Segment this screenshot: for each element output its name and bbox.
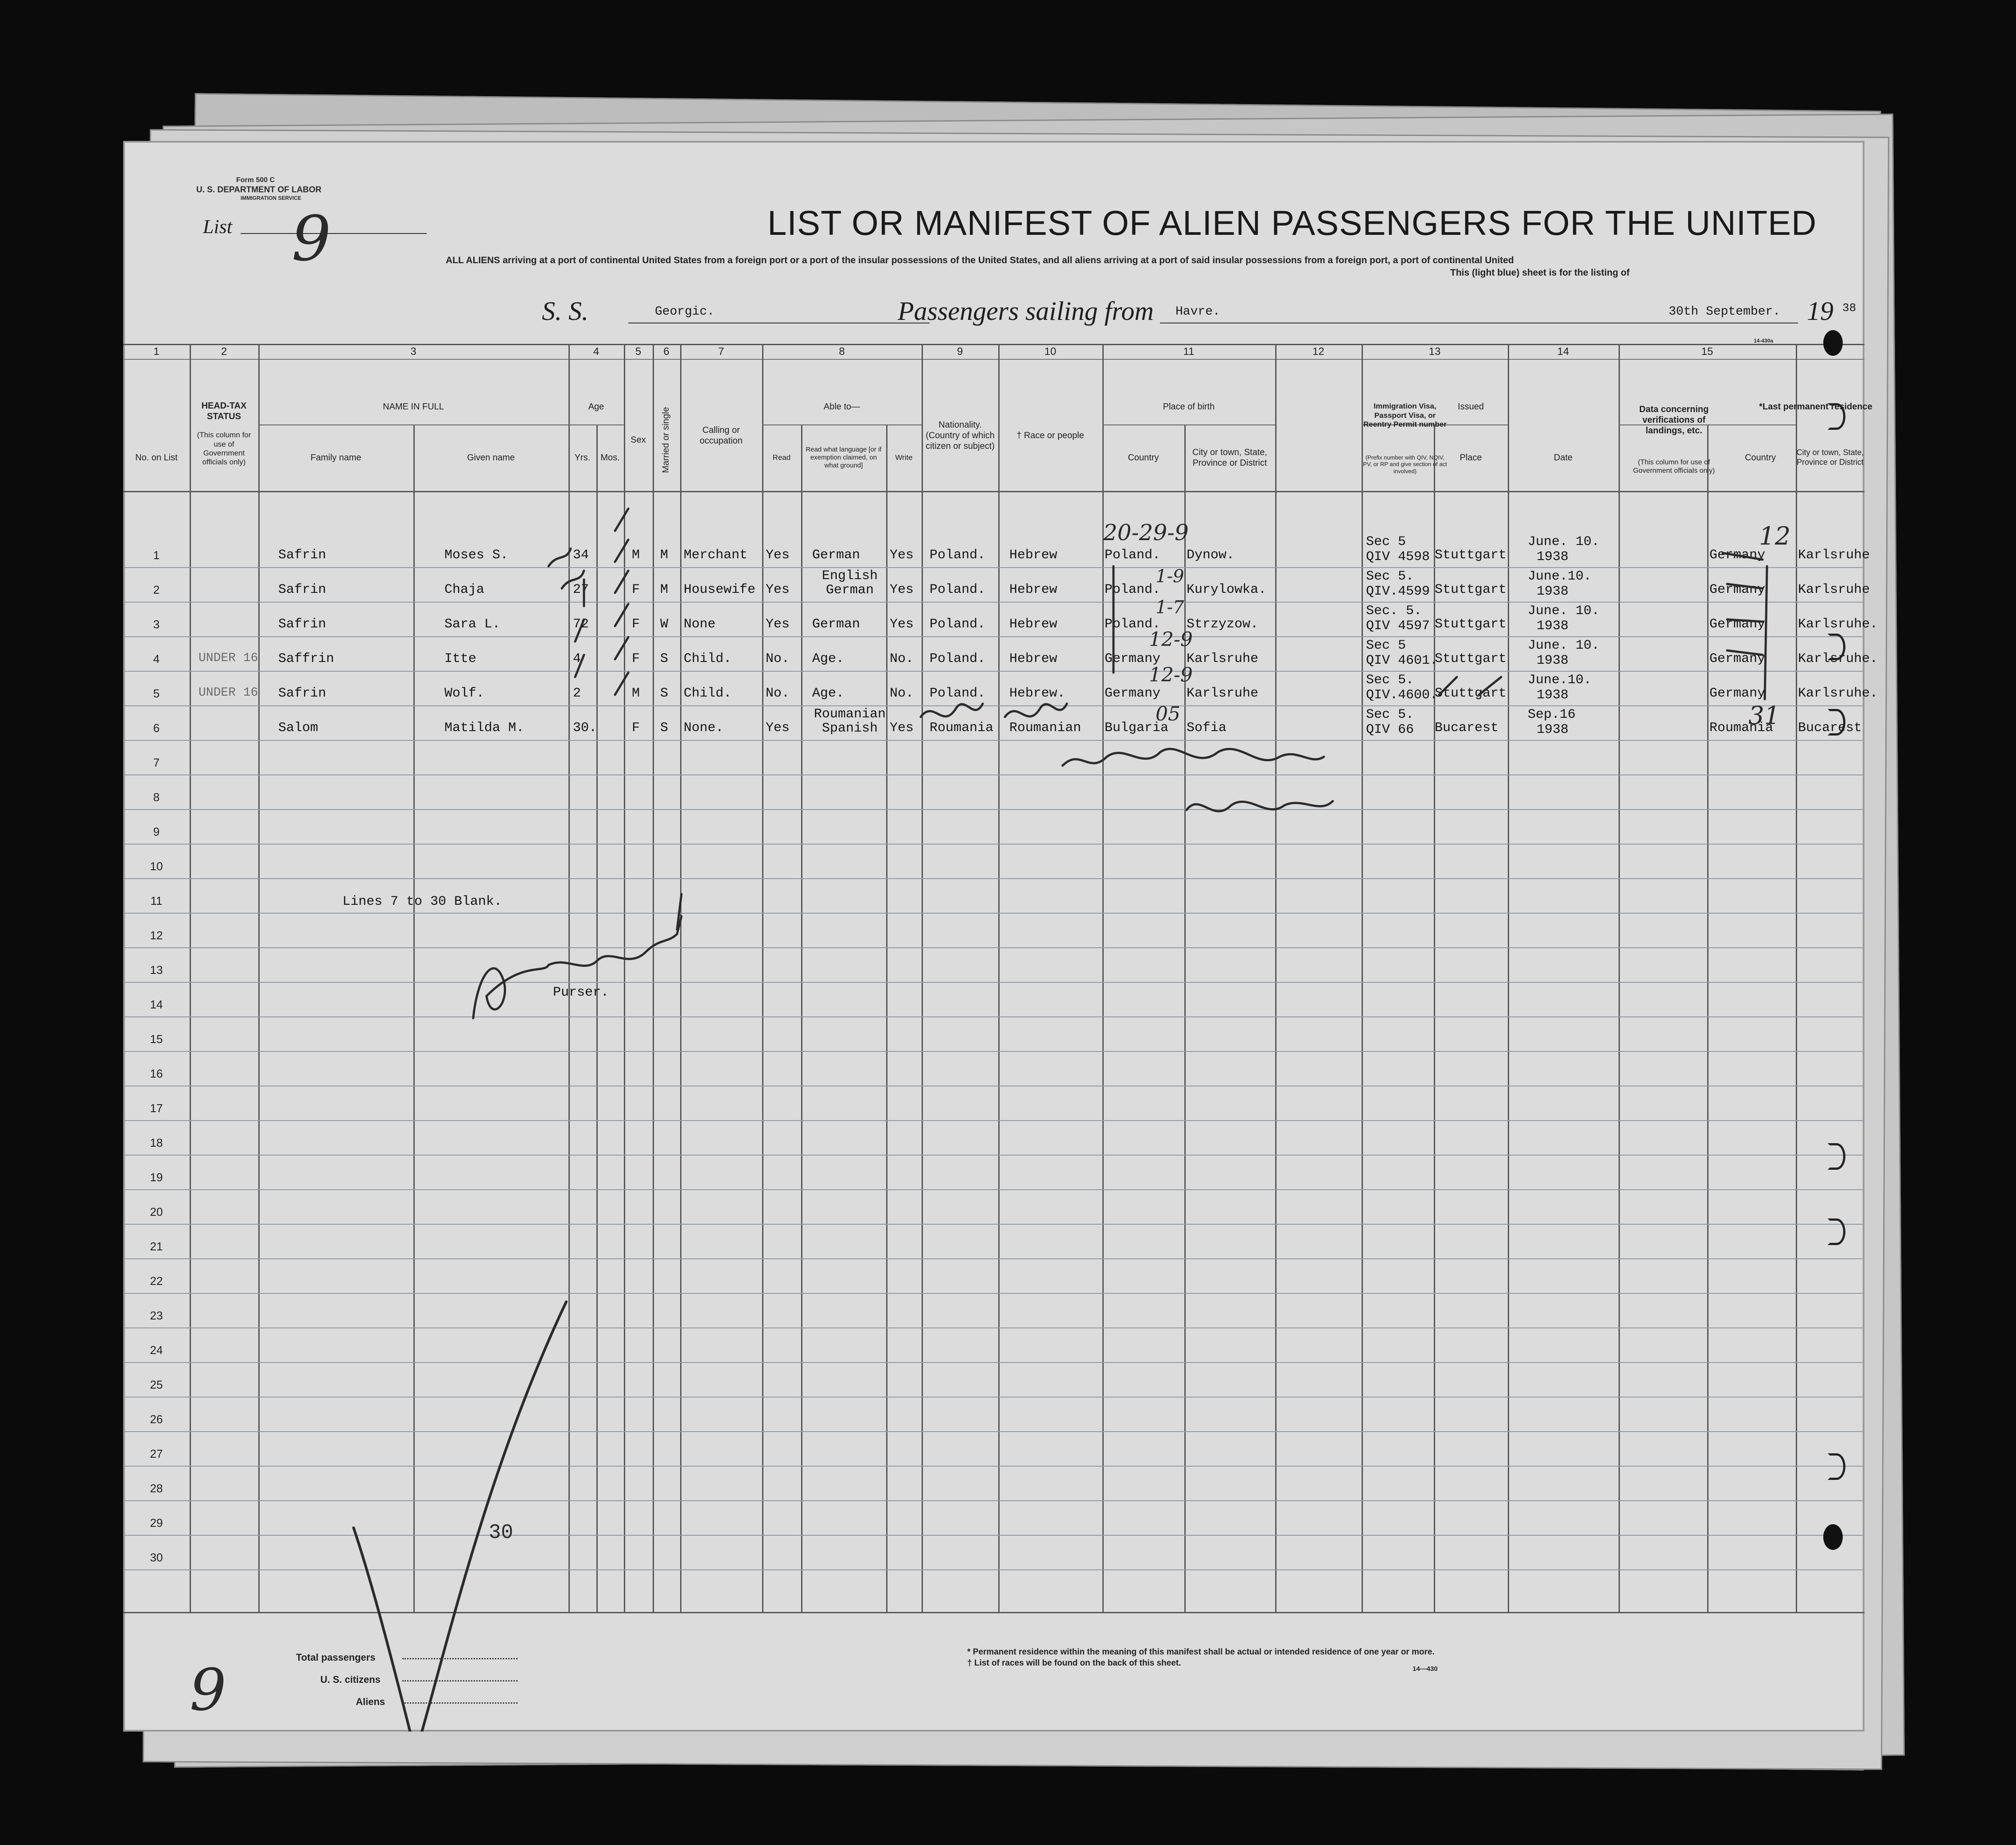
visa-section-cell: Sec 5. xyxy=(1366,673,1414,688)
residence-country-cell: Germany xyxy=(1709,548,1766,563)
marital-status-cell: M xyxy=(660,582,669,597)
handwriting-strokes xyxy=(123,141,1864,1732)
read-cell: Yes xyxy=(766,720,790,736)
header-issued-date: Date xyxy=(1553,453,1573,463)
write-cell: Yes xyxy=(890,720,914,736)
line-number: 19 xyxy=(150,1171,163,1184)
issued-year-cell: 1938 xyxy=(1537,722,1569,737)
birth-city-cell: Karlsruhe xyxy=(1187,651,1259,666)
family-name-cell: Safrin xyxy=(278,582,327,597)
race-cell: Hebrew xyxy=(1009,617,1058,632)
residence-city-cell: Karlsruhe. xyxy=(1798,651,1878,666)
visa-number-cell: QIV.4599 xyxy=(1366,584,1430,599)
list-number: 9 xyxy=(292,203,331,275)
line-number: 20 xyxy=(150,1205,163,1218)
header-married: Married or single xyxy=(661,407,671,473)
purser-signature xyxy=(473,916,681,1018)
department-label: U. S. DEPARTMENT OF LABOR xyxy=(196,185,322,195)
line-number: 28 xyxy=(150,1482,163,1495)
bracket-stroke xyxy=(1765,566,1767,699)
read-cell: Yes xyxy=(766,548,790,563)
footnote-races: † List of races will be found on the back of this sheet. xyxy=(967,1658,1181,1668)
race-cell: Roumanian xyxy=(1009,720,1082,736)
residence-city-cell: Karlsruhe xyxy=(1798,548,1870,563)
total-passengers-label: Total passengers xyxy=(296,1652,376,1663)
header-sex: Sex xyxy=(630,435,646,445)
header-name-in-full: NAME IN FULL xyxy=(383,402,444,412)
header-given-name: Given name xyxy=(467,453,515,463)
given-name-cell: Chaja xyxy=(444,582,485,597)
sex-cell: F xyxy=(632,617,640,632)
line-number: 8 xyxy=(153,790,160,804)
line-number: 30 xyxy=(150,1551,163,1564)
marital-status-cell: S xyxy=(660,686,669,701)
header-verifications: Data concerning verifications of landings, etc. xyxy=(1639,405,1709,436)
read-cell: Yes xyxy=(766,582,790,597)
line-number: 24 xyxy=(150,1343,163,1357)
write-cell: No. xyxy=(890,686,914,701)
sex-cell: M xyxy=(632,686,640,701)
header-calling: Calling or occupation xyxy=(700,425,743,446)
residence-city-cell: Karlsruhe. xyxy=(1798,617,1878,632)
nationality-note xyxy=(921,704,983,717)
read-cell: No. xyxy=(766,686,790,701)
residence-city-cell: Karlsruhe xyxy=(1798,582,1870,597)
col-number: 8 xyxy=(839,346,845,358)
subtitle-line1: ALL ALIENS arriving at a port of continental United States from a foreign port or a port of the insular possessions of the United States, and all aliens arriving at a port of said insular possessions from a foreign port, a port of continental United xyxy=(446,255,1514,265)
marital-status-cell: S xyxy=(660,651,669,666)
sailing-label: Passengers sailing from xyxy=(898,296,1154,326)
write-cell: Yes xyxy=(890,548,914,563)
inspector-title-stroke xyxy=(1187,801,1333,811)
birth-city-cell: Kurylowka. xyxy=(1187,582,1267,597)
punch-hole xyxy=(1828,709,1845,736)
age-years-cell: 34 xyxy=(573,548,589,563)
given-name-cell: Wolf. xyxy=(444,686,485,701)
nationality-cell: Poland. xyxy=(930,617,986,632)
visa-section-cell: Sec 5 xyxy=(1366,638,1406,653)
write-cell: No. xyxy=(890,651,914,666)
line-number: 23 xyxy=(150,1309,163,1322)
nationality-cell: Roumania xyxy=(930,720,994,736)
footnote-residence: * Permanent residence within the meaning of this manifest shall be actual or intended residence of one year or more. xyxy=(967,1647,1435,1657)
header-birth-city: City or town, State, Province or District xyxy=(1192,448,1267,468)
col-number: 2 xyxy=(221,346,227,358)
birth-country-cell: Bulgaria xyxy=(1105,720,1169,736)
birth-country-cell: Poland. xyxy=(1105,548,1161,563)
punch-hole xyxy=(1828,1143,1845,1170)
issued-date-cell: June. 10. xyxy=(1528,534,1600,549)
blank-lines-note: Lines 7 to 30 Blank. xyxy=(342,894,502,909)
form-number: Form 500 C xyxy=(236,176,275,184)
form-code: 14-430a xyxy=(1754,338,1774,344)
birth-country-cell: Germany xyxy=(1105,651,1161,666)
visa-number-cell: QIV 4597 xyxy=(1366,619,1430,634)
issued-date-cell: June.10. xyxy=(1528,673,1592,688)
header-nationality: Nationality. (Country of which citizen or subject) xyxy=(926,420,995,451)
issued-place-cell: Stuttgart xyxy=(1435,651,1507,666)
line-number: 13 xyxy=(150,963,163,977)
list-label: List xyxy=(203,216,233,237)
handwritten-birth-code: 12-9 xyxy=(1149,664,1193,686)
handwritten-birth-code: 20-29-9 xyxy=(1103,520,1189,545)
col-number: 5 xyxy=(635,346,642,358)
sex-cell: F xyxy=(632,582,640,597)
header-mos: Mos. xyxy=(600,453,620,463)
issued-date-cell: June. 10. xyxy=(1528,638,1600,653)
header-verifications-note: (This column for use of Government officials only) xyxy=(1633,458,1715,475)
birth-country-cell: Poland. xyxy=(1105,617,1161,632)
age-check-strokes xyxy=(615,509,628,695)
visa-number-cell: QIV 4598 xyxy=(1366,549,1430,564)
given-name-notes xyxy=(549,549,584,677)
birth-country-cell: Poland. xyxy=(1105,582,1161,597)
given-name-cell: Itte xyxy=(444,651,477,666)
given-name-cell: Moses S. xyxy=(444,548,509,563)
residence-city-cell: Karlsruhe. xyxy=(1798,686,1878,701)
service-label: IMMIGRATION SERVICE xyxy=(241,195,301,201)
age-years-cell: 2 xyxy=(573,686,581,701)
handwritten-birth-code: 12-9 xyxy=(1149,628,1193,651)
col-number: 9 xyxy=(957,346,963,358)
handwritten-residence-code: 12 xyxy=(1759,522,1791,551)
header-head-tax: HEAD-TAX STATUS xyxy=(201,401,247,421)
inspector-signature xyxy=(1062,749,1324,766)
birth-city-cell: Strzyzow. xyxy=(1187,617,1259,632)
line-number: 27 xyxy=(150,1447,163,1460)
header-res-city: City or town, State, Province or District xyxy=(1796,448,1864,467)
line-number: 9 xyxy=(153,825,160,838)
line-number: 12 xyxy=(150,929,163,942)
family-name-cell: Safrin xyxy=(278,548,327,563)
col-number: 1 xyxy=(153,346,160,358)
issued-year-cell: 1938 xyxy=(1537,619,1569,634)
birth-country-cell: Germany xyxy=(1105,686,1161,701)
header-visa: Immigration Visa, Passport Visa, or Reentry Permit number xyxy=(1363,402,1447,429)
header-res-country: Country xyxy=(1744,453,1776,463)
check-strokes xyxy=(1723,553,1763,655)
page-title: LIST OR MANIFEST OF ALIEN PASSENGERS FOR THE UNITED xyxy=(767,203,1817,242)
purser-label: Purser. xyxy=(553,985,609,1000)
race-cell: Hebrew. xyxy=(1009,686,1066,701)
header-yrs: Yrs. xyxy=(574,453,591,463)
line-number: 25 xyxy=(150,1378,163,1391)
marital-status-cell: W xyxy=(660,617,669,632)
sex-cell: F xyxy=(632,651,640,666)
line-number: 22 xyxy=(150,1274,163,1288)
visa-number-cell: QIV 4601. xyxy=(1366,653,1438,668)
visa-section-cell: Sec 5 xyxy=(1366,534,1406,549)
occupation-cell: Child. xyxy=(684,651,732,666)
header-place-of-birth: Place of birth xyxy=(1163,402,1215,412)
line-number: 11 xyxy=(150,894,163,907)
given-name-cell: Sara L. xyxy=(444,617,501,632)
line-number: 16 xyxy=(150,1067,163,1080)
punch-hole xyxy=(1828,1453,1845,1480)
ss-label: S. S. xyxy=(542,296,588,326)
header-issued-place: Place xyxy=(1459,453,1482,463)
total-passengers-leader xyxy=(402,1658,518,1659)
marital-status-cell: M xyxy=(660,548,669,563)
language-cell: Roumanian Spanish xyxy=(813,707,886,736)
given-name-cell: Matilda M. xyxy=(444,720,525,736)
issued-place-cell: Stuttgart xyxy=(1435,548,1507,563)
punch-hole xyxy=(1823,330,1843,356)
handwritten-birth-code: 1-9 xyxy=(1156,566,1184,587)
residence-country-cell: Germany xyxy=(1709,617,1766,632)
header-no-on-list: No. on List xyxy=(135,453,178,463)
line-number: 3 xyxy=(153,618,160,631)
header-able-to: Able to— xyxy=(823,402,860,412)
issued-year-cell: 1938 xyxy=(1537,549,1569,564)
race-cell: Hebrew xyxy=(1009,651,1058,666)
total-lines-figure: 30 xyxy=(489,1521,514,1544)
write-cell: Yes xyxy=(890,617,914,632)
family-name-cell: Saffrin xyxy=(278,651,335,666)
visa-section-cell: Sec. 5. xyxy=(1366,603,1422,619)
nationality-cell: Poland. xyxy=(930,548,986,563)
race-cell: Hebrew xyxy=(1009,548,1058,563)
col-number: 3 xyxy=(410,346,416,358)
col-number: 13 xyxy=(1428,346,1441,358)
header-age: Age xyxy=(588,402,604,412)
nationality-cell: Poland. xyxy=(930,651,986,666)
language-cell: Age. xyxy=(812,686,845,701)
handwritten-birth-code: 05 xyxy=(1156,703,1180,725)
write-cell: Yes xyxy=(890,582,914,597)
punch-hole xyxy=(1828,403,1845,430)
header-birth-country: Country xyxy=(1128,453,1159,463)
family-name-cell: Safrin xyxy=(278,686,327,701)
us-citizens-leader xyxy=(402,1680,518,1682)
language-cell: German xyxy=(812,617,860,632)
header-read-language: Read what language [or if exemption claimed, on what ground] xyxy=(806,446,882,469)
header-read: Read xyxy=(772,453,791,462)
line-number: 29 xyxy=(150,1516,163,1530)
residence-country-cell: Germany xyxy=(1709,686,1766,701)
age-years-cell: 72 xyxy=(573,617,589,632)
head-tax-cell: UNDER 16 xyxy=(198,686,258,700)
language-cell: English German xyxy=(821,568,878,598)
language-cell: Age. xyxy=(812,651,845,666)
col-number: 7 xyxy=(718,346,724,358)
col-number: 10 xyxy=(1044,346,1056,358)
year-suffix: 38 xyxy=(1842,301,1856,315)
margin-list-number: 9 xyxy=(190,1656,226,1724)
residence-country-cell: Roumania xyxy=(1709,720,1774,736)
line-number: 14 xyxy=(150,998,163,1011)
visa-notes xyxy=(1439,677,1501,695)
subtitle-line2: This (light blue) sheet is for the listing of xyxy=(1450,268,1630,278)
read-cell: Yes xyxy=(766,617,790,632)
line-number: 18 xyxy=(150,1136,163,1149)
line-number: 4 xyxy=(153,652,160,666)
issued-place-cell: Bucarest xyxy=(1435,720,1499,736)
nationality-cell: Poland. xyxy=(930,582,986,597)
handwritten-birth-code: 1-7 xyxy=(1156,597,1184,618)
age-years-cell: 30. xyxy=(573,720,597,736)
issued-year-cell: 1938 xyxy=(1537,653,1569,668)
birth-city-cell: Sofia xyxy=(1187,720,1227,736)
line-number: 2 xyxy=(153,583,160,596)
aliens-leader xyxy=(402,1702,518,1704)
col-number: 11 xyxy=(1183,346,1195,358)
visa-number-cell: QIV 66 xyxy=(1366,722,1414,737)
manifest-sheet xyxy=(123,141,1878,1732)
header-last-residence: *Last permanent residence xyxy=(1759,402,1872,412)
line-number: 6 xyxy=(153,721,160,735)
footer-code: 14—430 xyxy=(1413,1665,1438,1673)
residence-country-cell: Germany xyxy=(1709,651,1766,666)
occupation-cell: Housewife xyxy=(684,582,756,597)
line-number: 17 xyxy=(150,1102,163,1115)
visa-section-cell: Sec 5. xyxy=(1366,707,1414,722)
col-number: 12 xyxy=(1312,346,1324,358)
col-number: 6 xyxy=(663,346,669,358)
residence-city-cell: Bucarest xyxy=(1798,720,1862,736)
large-check-mark xyxy=(354,1302,566,1732)
header-visa-note: (Prefix number with QIV, NQIV, PV, or RP and give section of act involved) xyxy=(1363,454,1447,475)
race-cell: Hebrew xyxy=(1009,582,1058,597)
sex-cell: F xyxy=(632,720,640,736)
line-number: 21 xyxy=(150,1240,163,1253)
departure-port: Havre. xyxy=(1175,305,1220,319)
line-number: 26 xyxy=(150,1413,163,1426)
line-number: 15 xyxy=(150,1032,163,1046)
age-years-cell: 27 xyxy=(573,582,589,597)
issued-place-cell: Stuttgart xyxy=(1435,582,1507,597)
issued-date-cell: Sep.16 xyxy=(1528,707,1576,722)
col-number: 14 xyxy=(1557,346,1569,358)
nationality-cell: Poland. xyxy=(930,686,986,701)
year-prefix: 19 xyxy=(1807,296,1833,326)
header-head-tax-note: (This column for use of Government officials only) xyxy=(197,431,251,467)
age-years-cell: 4 xyxy=(573,651,581,666)
issued-year-cell: 1938 xyxy=(1537,584,1569,599)
punch-hole xyxy=(1823,1524,1843,1550)
line-number: 7 xyxy=(153,756,160,769)
issued-year-cell: 1938 xyxy=(1537,688,1569,703)
header-family-name: Family name xyxy=(310,453,362,463)
sex-cell: M xyxy=(632,548,640,563)
us-citizens-label: U. S. citizens xyxy=(320,1674,381,1685)
line-number: 1 xyxy=(153,549,160,562)
occupation-cell: Merchant xyxy=(684,548,748,563)
punch-hole xyxy=(1828,634,1845,660)
occupation-cell: Child. xyxy=(684,686,732,701)
family-name-cell: Salom xyxy=(278,720,319,736)
birth-city-cell: Dynow. xyxy=(1187,548,1235,563)
family-name-cell: Safrin xyxy=(278,617,327,632)
read-cell: No. xyxy=(766,651,790,666)
sailing-date: 30th September. xyxy=(1669,305,1781,319)
head-tax-cell: UNDER 16 xyxy=(198,651,258,665)
occupation-cell: None xyxy=(684,617,716,632)
header-write: Write xyxy=(895,453,913,462)
visa-section-cell: Sec 5. xyxy=(1366,569,1414,584)
birth-city-cell: Karlsruhe xyxy=(1187,686,1259,701)
handwritten-residence-code: 31 xyxy=(1748,701,1780,730)
ship-name: Georgic. xyxy=(655,305,715,319)
visa-number-cell: QIV.4600. xyxy=(1366,688,1438,703)
header-issued: Issued xyxy=(1458,402,1484,412)
col-number: 15 xyxy=(1701,346,1713,358)
col-number: 4 xyxy=(593,346,599,358)
line-number: 5 xyxy=(153,687,160,700)
issued-place-cell: Stuttgart xyxy=(1435,617,1507,632)
header-race: † Race or people xyxy=(1016,431,1084,440)
marital-status-cell: S xyxy=(660,720,669,736)
issued-place-cell: Stuttgart xyxy=(1435,686,1507,701)
punch-hole xyxy=(1828,1218,1845,1245)
residence-country-cell: Germany xyxy=(1709,582,1766,597)
language-cell: German xyxy=(812,548,860,563)
issued-date-cell: June. 10. xyxy=(1528,603,1600,619)
race-note xyxy=(1005,704,1067,717)
aliens-label: Aliens xyxy=(356,1696,385,1707)
line-number: 10 xyxy=(150,860,163,873)
issued-date-cell: June.10. xyxy=(1528,569,1592,584)
occupation-cell: None. xyxy=(684,720,724,736)
